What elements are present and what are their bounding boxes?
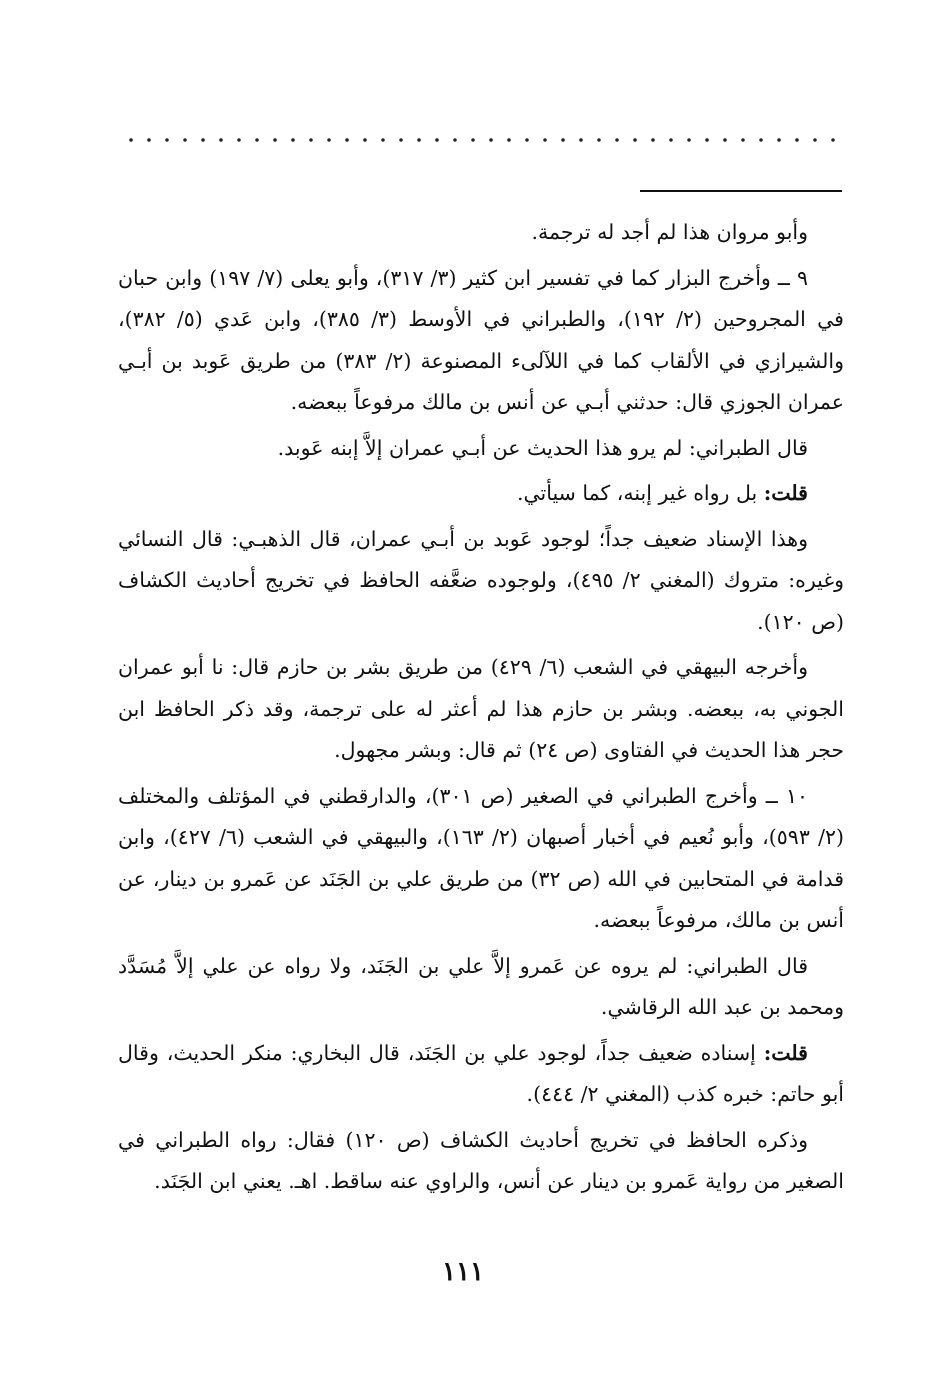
paragraph-8: [118, 946, 844, 1029]
paragraph-text: قال الطبراني: لم يرو هذا الحديث عن أبـي عمران إلاَّ إبنه عَوبد.: [277, 435, 808, 460]
page-number: ١١١: [442, 1257, 484, 1287]
paragraph-text: ٩ ــ وأخرج البزار كما في تفسير ابن كثير (٣/ ٣١٧)، وأبو يعلى (٧/ ١٩٧) وابن حبان في المجروحين (٢/ ١٩٢)، والطبراني في الأوسط (٣/ ٣٨٥)، وابن عَدي (٥/ ٣٨٢)، والشيرازي في الألقاب كما في اللآلىء المصنوعة (٢/ ٣٨٣) من طريق عَوبد بن أبـي عمران الجوزي قال: حدثني أبـي عن أنس بن مالك مرفوعاً ببعضه.: [118, 265, 844, 414]
paragraph-4: [118, 473, 844, 515]
paragraph-5: [118, 519, 844, 644]
paragraph-6: [118, 647, 844, 772]
paragraph-label: قلت:: [763, 1040, 808, 1065]
paragraph-label: قلت:: [763, 481, 808, 505]
paragraph-text: بل رواه غير إبنه، كما سيأتي.: [516, 481, 764, 505]
footnote-rule: [640, 190, 842, 192]
paragraph-7: [118, 776, 844, 942]
paragraph-text: قال الطبراني: لم يروه عن عَمرو إلاَّ علي بن الجَنَد، ولا رواه عن علي إلاَّ مُسَدَّد ومحمد بن عبد الله الرقاشي.: [118, 953, 844, 1019]
paragraph-1: [118, 212, 844, 254]
paragraph-text: إسناده ضعيف جداً، لوجود علي بن الجَنَد، قال البخاري: منكر الحديث، وقال أبو حاتم: خبره كذب (المغني ٢/ ٤٤٤).: [118, 1040, 844, 1106]
paragraph-3: [118, 428, 844, 470]
paragraph-text: ١٠ ــ وأخرج الطبراني في الصغير (ص ٣٠١)، والدارقطني في المؤتلف والمختلف (٢/ ٥٩٣)، وأبو نُعيم في أخبار أصبهان (٢/ ١٦٣)، والبيهقي في الشعب (٦/ ٤٢٧)، وابن قدامة في المتحابين في الله (ص ٣٢) من طريق علي بن الجَنَد عن عَمرو بن دينار، عن أنس بن مالك، مرفوعاً ببعضه.: [118, 783, 844, 932]
paragraph-9: [118, 1033, 844, 1116]
paragraph-10: [118, 1120, 844, 1203]
paragraph-text: وأخرجه البيهقي في الشعب (٦/ ٤٢٩) من طريق بشر بن حازم قال: نا أبو عمران الجوني به، ببعضه. وبشر بن حازم هذا لم أعثر له على ترجمة، وقد ذكر الحافظ ابن حجر هذا الحديث في الفتاوى (ص ٢٤) ثم قال: وبشر مجهول.: [118, 655, 844, 762]
footnote-text: [118, 212, 844, 1207]
paragraph-2: [118, 258, 844, 424]
paragraph-text: وذكره الحافظ في تخريج أحاديث الكشاف (ص ١٢٠) فقال: رواه الطبراني في الصغير من رواية عَمرو بن دينار عن أنس، والراوي عنه ساقط. اهـ. يعني ابن الجَنَد.: [118, 1127, 844, 1193]
dotted-separator: [122, 120, 842, 160]
paragraph-text: وأبو مروان هذا لم أجد له ترجمة.: [531, 220, 808, 244]
paragraph-text: وهذا الإسناد ضعيف جداً؛ لوجود عَوبد بن أبـي عمران، قال الذهبـي: قال النسائي وغيره: متروك (المغني ٢/ ٤٩٥)، ولوجوده ضعَّفه الحافظ في تخريج أحاديث الكشاف (ص ١٢٠).: [118, 526, 844, 634]
